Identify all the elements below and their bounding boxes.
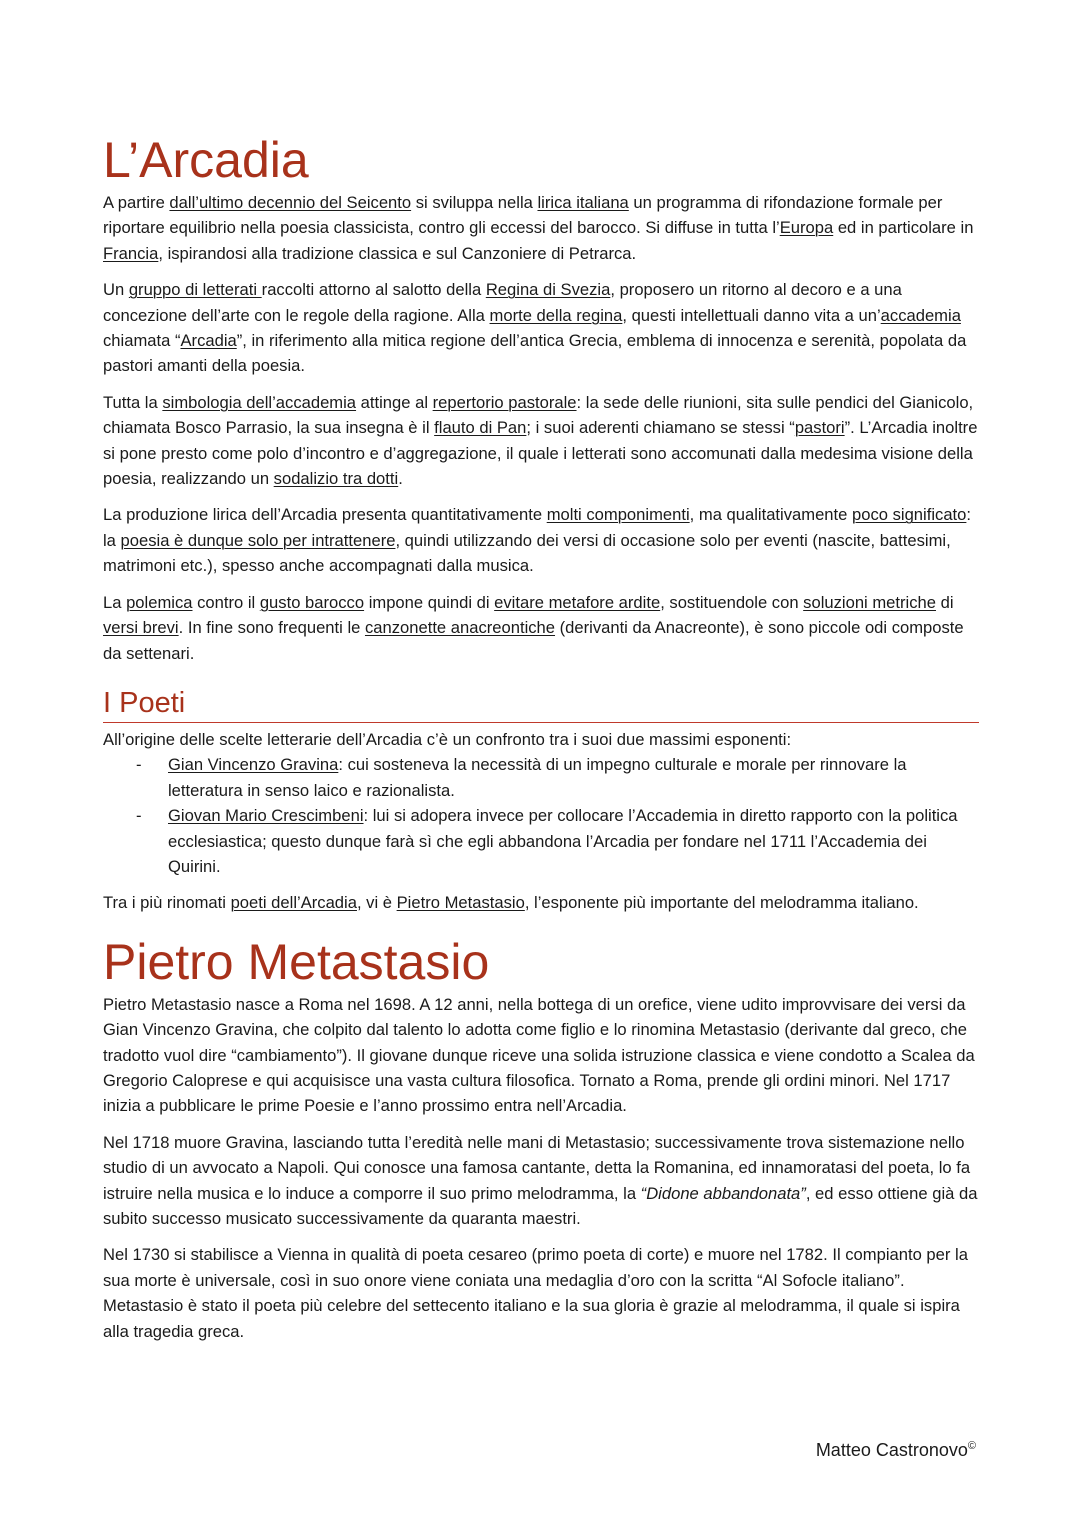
underlined-term: polemica [126,592,193,612]
underlined-term: gruppo di letterati [128,280,262,300]
paragraph-poeti-intro: All’origine delle scelte letterarie dell’Arcadia c’è un confronto tra i suoi due massimi esponenti: [103,729,792,749]
list-item [103,752,979,803]
subtitle-poeti: I Poeti [103,686,979,723]
paragraph-arcadia-1: A partire dall’ultimo decennio del Seicento si sviluppa nella lirica italiana un programma di rifondazione formale per riportare equilibrio nella poesia classicista, contro gli eccessi del barocco. Si diffuse in tutta l’Europa ed in particolare in Francia, ispirandosi alla tradizione classica e sul Canzoniere di Petrarca. [103,193,974,263]
underlined-term: Francia [103,243,159,263]
underlined-term: molti componimenti [546,505,690,525]
paragraph-metastasio-2 [103,1130,979,1232]
underlined-term: Pietro Metastasio [396,893,525,913]
document-page [103,130,979,1355]
title-arcadia: L’Arcadia [103,132,309,188]
title-metastasio: Pietro Metastasio [103,933,490,990]
copyright-mark: © [967,1440,976,1452]
paragraph-metastasio-3: Nel 1730 si stabilisce a Vienna in qualità di poeta cesareo (primo poeta di corte) e muore nel 1782. Il compianto per la sua morte è universale, così in suo onore viene coniata una medaglia d’oro con la scritta “Al Sofocle italiano”. Metastasio è stato il poeta più celebre del settecento italiano e la sua gloria è grazie al melodramma, il quale si ispira alla tragedia greca. [103,1245,968,1341]
underlined-term: sodalizio tra dotti [273,469,399,489]
underlined-term: canzonette anacreontiche [364,618,556,638]
dash-bullet: - [136,806,142,826]
underlined-term: gusto barocco [259,592,365,612]
underlined-term: dall’ultimo decennio del Seicento [169,193,412,212]
underlined-term: poco significato [852,505,967,525]
underlined-term: simbologia dell’accademia [162,392,357,412]
paragraph-arcadia-2: Un gruppo di letterati raccolti attorno al salotto della Regina di Svezia, proposero un ritorno al decoro e a una concezione dell’arte con le regole della ragione. Alla morte della regina, questi intellettuali danno vita a un’accademia chiamata “Arcadia”, in riferimento alla mitica regione dell’antica Grecia, emblema di innocenza e serenità, popolata da pastori amanti della poesia. [103,280,967,376]
underlined-term: evitare metafore ardite [494,592,661,612]
paragraph-arcadia-4: La produzione lirica dell’Arcadia presenta quantitativamente molti componimenti, ma qualitativamente poco significato: la poesia è dunque solo per intrattenere, quindi utilizzando dei versi di occasione solo per eventi (nascite, battesimi, matrimoni etc.), spesso anche accompagnati dalla musica. [103,505,972,576]
paragraph-arcadia-3: Tutta la simbologia dell’accademia attinge al repertorio pastorale: la sede delle riunioni, sita sulle pendici del Gianicolo, chiamata Bosco Parrasio, la sua insegna è il flauto di Pan; i suoi aderenti chiamano se stessi “pastori”. L’Arcadia inoltre si pone presto come polo d’incontro e d’aggregazione, il quale i letterati sono accomunati dalla medesima visione della poesia, realizzando un sodalizio tra dotti. [103,392,978,489]
dash-bullet: - [136,755,142,775]
text-run: Nel 1718 muore Gravina, lasciando tutta l’eredità nelle mani di Metastasio; successivamente trova sistemazione nello studio di un avvocato a Napoli. Qui conosce una famosa cantante, detta la Romanina, ed innamoratasi del poeta, lo fa istruire nella musica e lo induce a comporre il suo primo melodramma, la [103,1132,971,1203]
underlined-term: accademia [880,305,961,325]
paragraph-poeti-closing: Tra i più rinomati poeti dell’Arcadia, vi è Pietro Metastasio, l’esponente più importante del melodramma italiano. [103,893,919,913]
underlined-term: morte della regina [489,305,623,325]
text-run: , ed esso ottiene già da subito successo musicato successivamente da quaranta maestri. [103,1183,978,1228]
underlined-term: poeti dell’Arcadia [230,893,357,913]
underlined-term: Arcadia [180,331,237,351]
list-item-text: Giovan Mario Crescimbeni: lui si adopera invece per collocare l’Accademia in diretto rapporto con la politica ecclesiastica; questo dunque farà sì che egli abbandona l’Arcadia per fondare nel 1711 l’Accademia dei Quirini. [168,806,958,876]
list-item [103,803,979,879]
underlined-term: lirica italiana [537,193,629,212]
footer-author [816,1440,976,1461]
underlined-term: pastori [794,418,845,438]
paragraph-metastasio-1: Pietro Metastasio nasce a Roma nel 1698. A 12 anni, nella bottega di un orefice, viene udito improvvisare dei versi da Gian Vincenzo Gravina, che colpito dal talento lo adotta come figlio e lo rinomina Metastasio (derivante dal greco, che tradotto vuol dire “cambiamento”). Il giovane dunque riceve una solida istruzione classica e viene condotto a Scalea da Gregorio Caloprese e qui acquisisce una vasta cultura filosofica. Tornato a Roma, prende gli ordini minori. Nel 1717 inizia a pubblicare le prime Poesie e l’anno prossimo entra nell’Arcadia. [103,994,975,1116]
underlined-term: Gian Vincenzo Gravina [168,755,339,775]
poets-list [103,752,979,879]
opera-title: “Didone abbandonata” [640,1183,806,1203]
underlined-term: flauto di Pan [434,418,527,438]
underlined-term: versi brevi [103,618,179,638]
paragraph-arcadia-5: La polemica contro il gusto barocco impone quindi di evitare metafore ardite, sostituendole con soluzioni metriche di versi brevi. In fine sono frequenti le canzonette anacreontiche (derivanti da Anacreonte), è sono piccole odi composte da settenari. [103,592,964,663]
author-name: Matteo Castronovo [815,1440,968,1460]
underlined-term: repertorio pastorale [432,392,577,412]
underlined-term: poesia è dunque solo per intrattenere [120,530,396,550]
underlined-term: soluzioni metriche [803,592,936,612]
underlined-term: Europa [779,218,834,238]
list-item-text: Gian Vincenzo Gravina: cui sosteneva la necessità di un impegno culturale e morale per rinnovare la letteratura in senso laico e razionalista. [168,755,907,800]
underlined-term: Regina di Svezia [485,280,611,300]
underlined-term: Giovan Mario Crescimbeni [168,806,364,826]
